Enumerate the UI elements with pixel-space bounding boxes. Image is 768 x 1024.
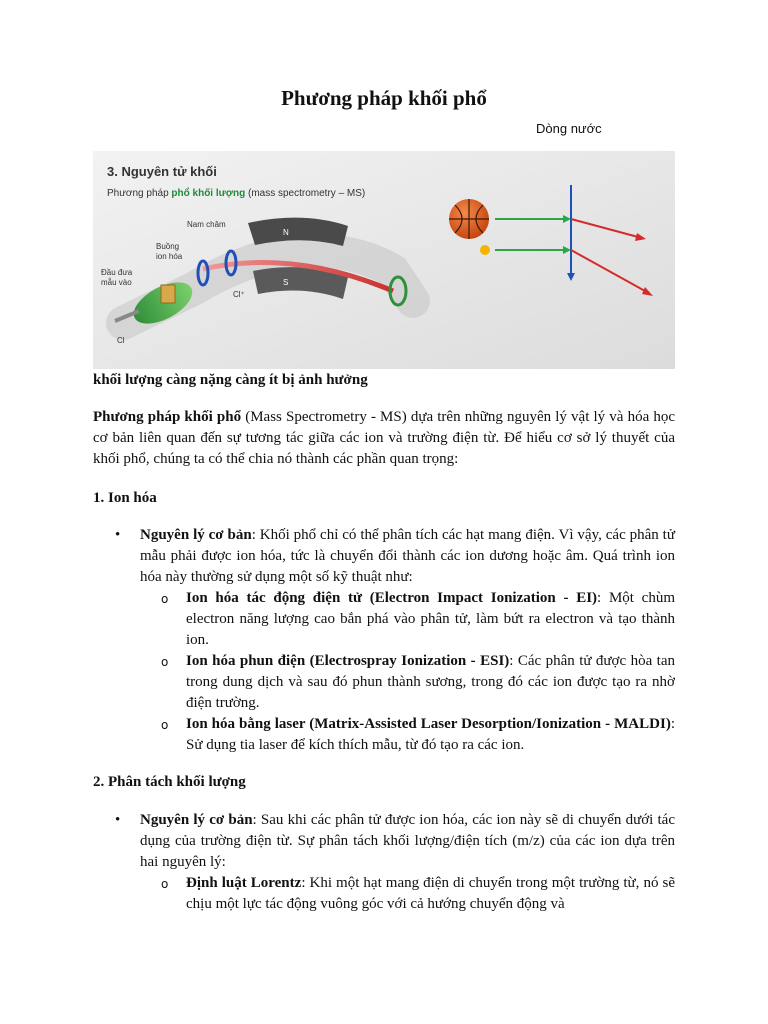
intro-text: (Mass Spectrometry - MS) dựa trên những nguyên lý vật lý và hóa học cơ bản liên quan đến sự tương tác giữa các ion và trường điện từ. Để hiểu cơ sở lý thuyết của khối phổ, chúng ta có thể chia nó thành các phần quan trọng: [93, 409, 676, 467]
section-2-heading: 2. Phân tách khối lượng [93, 774, 246, 790]
sub-list-item [140, 588, 675, 651]
bullet-text: : Khối phổ chỉ có thể phân tích các hạt mang điện. Vì vậy, các phân tử mẫu phải được ion hóa, tức là chuyển đổi thành các ion dương hoặc âm. Quá trình ion hóa này thường sử dụng một số kỹ thuật như: [140, 527, 675, 585]
list-item [93, 525, 675, 756]
section-2-list [93, 810, 675, 915]
bullet-icon: • [115, 527, 121, 543]
sub-bullet-icon: o [161, 592, 169, 606]
chamber-label-1: Buồng [156, 242, 180, 251]
bullet-bold: Nguyên lý cơ bản [140, 812, 253, 828]
sub-bullet-icon: o [161, 655, 169, 669]
inlet-label-2: mẫu vào [101, 278, 132, 287]
sub-item-bold: Định luật Lorentz [186, 875, 302, 891]
atom-label: Cl [117, 336, 125, 345]
list-item [93, 810, 675, 915]
sub-item-bold: Ion hóa phun điện (Electrospray Ionization - ESI) [186, 653, 510, 669]
magnet-label: Nam châm [187, 220, 226, 229]
mass-spectrometry-figure [93, 151, 675, 369]
figure-subtitle: Phương pháp phổ khối lượng (mass spectrometry – MS) [107, 188, 366, 199]
sub-item-bold: Ion hóa bằng laser (Matrix-Assisted Laser Desorption/Ionization - MALDI) [186, 716, 671, 732]
ionization-coil [161, 285, 175, 303]
ion-label: Cl⁺ [233, 290, 245, 299]
section-1-heading: 1. Ion hóa [93, 490, 157, 506]
figure-heading: 3. Nguyên tử khối [107, 164, 217, 179]
sub-item-bold: Ion hóa tác động điện tử (Electron Impact Ionization - EI) [186, 590, 598, 606]
inlet-label-1: Đầu đưa [101, 268, 133, 277]
bullet-bold: Nguyên lý cơ bản [140, 527, 252, 543]
sub-item-text: : Các phân tử được hòa tan trong dung dịch và sau đó phun thành sương, trong đó các ion được tạo ra nhờ điện trường. [186, 653, 675, 711]
page-title: Phương pháp khối phổ [281, 86, 487, 110]
intro-paragraph [93, 407, 675, 470]
sub-list-item [140, 714, 675, 756]
small-ball-icon [480, 245, 490, 255]
chamber-label-2: ion hóa [156, 252, 183, 261]
sub-list-item [140, 651, 675, 714]
basketball-seams [449, 199, 489, 239]
figure-caption: khối lượng càng nặng càng ít bị ảnh hưởng [93, 372, 368, 388]
section-1-list [93, 525, 675, 756]
bullet-icon: • [115, 812, 121, 828]
pole-n-label: N [283, 228, 289, 237]
sub-item-text: : Sử dụng tia laser để kích thích mẫu, từ đó tạo ra các ion. [186, 716, 675, 753]
top-caption: Dòng nước [536, 121, 602, 136]
sub-item-text: : Khi một hạt mang điện di chuyển trong một trường từ, nó sẽ chịu một lực tác động vuông góc với cả hướng chuyển động và [186, 875, 675, 912]
sub-bullet-icon: o [161, 877, 169, 891]
sub-list-item [140, 873, 675, 915]
intro-bold: Phương pháp khối phổ [93, 409, 242, 425]
sub-bullet-icon: o [161, 718, 169, 732]
sub-item-text: : Một chùm electron năng lượng cao bắn phá vào phân tử, làm bứt ra electron và tạo thành ion. [186, 590, 676, 648]
pole-s-label: S [283, 278, 289, 287]
figure-illustration [93, 151, 675, 369]
bullet-text: : Sau khi các phân tử được ion hóa, các ion này sẽ di chuyển dưới tác dụng của trường điện từ. Sự phân tách khối lượng/điện tích (m/z) của các ion dựa trên hai nguyên lý: [140, 812, 676, 870]
